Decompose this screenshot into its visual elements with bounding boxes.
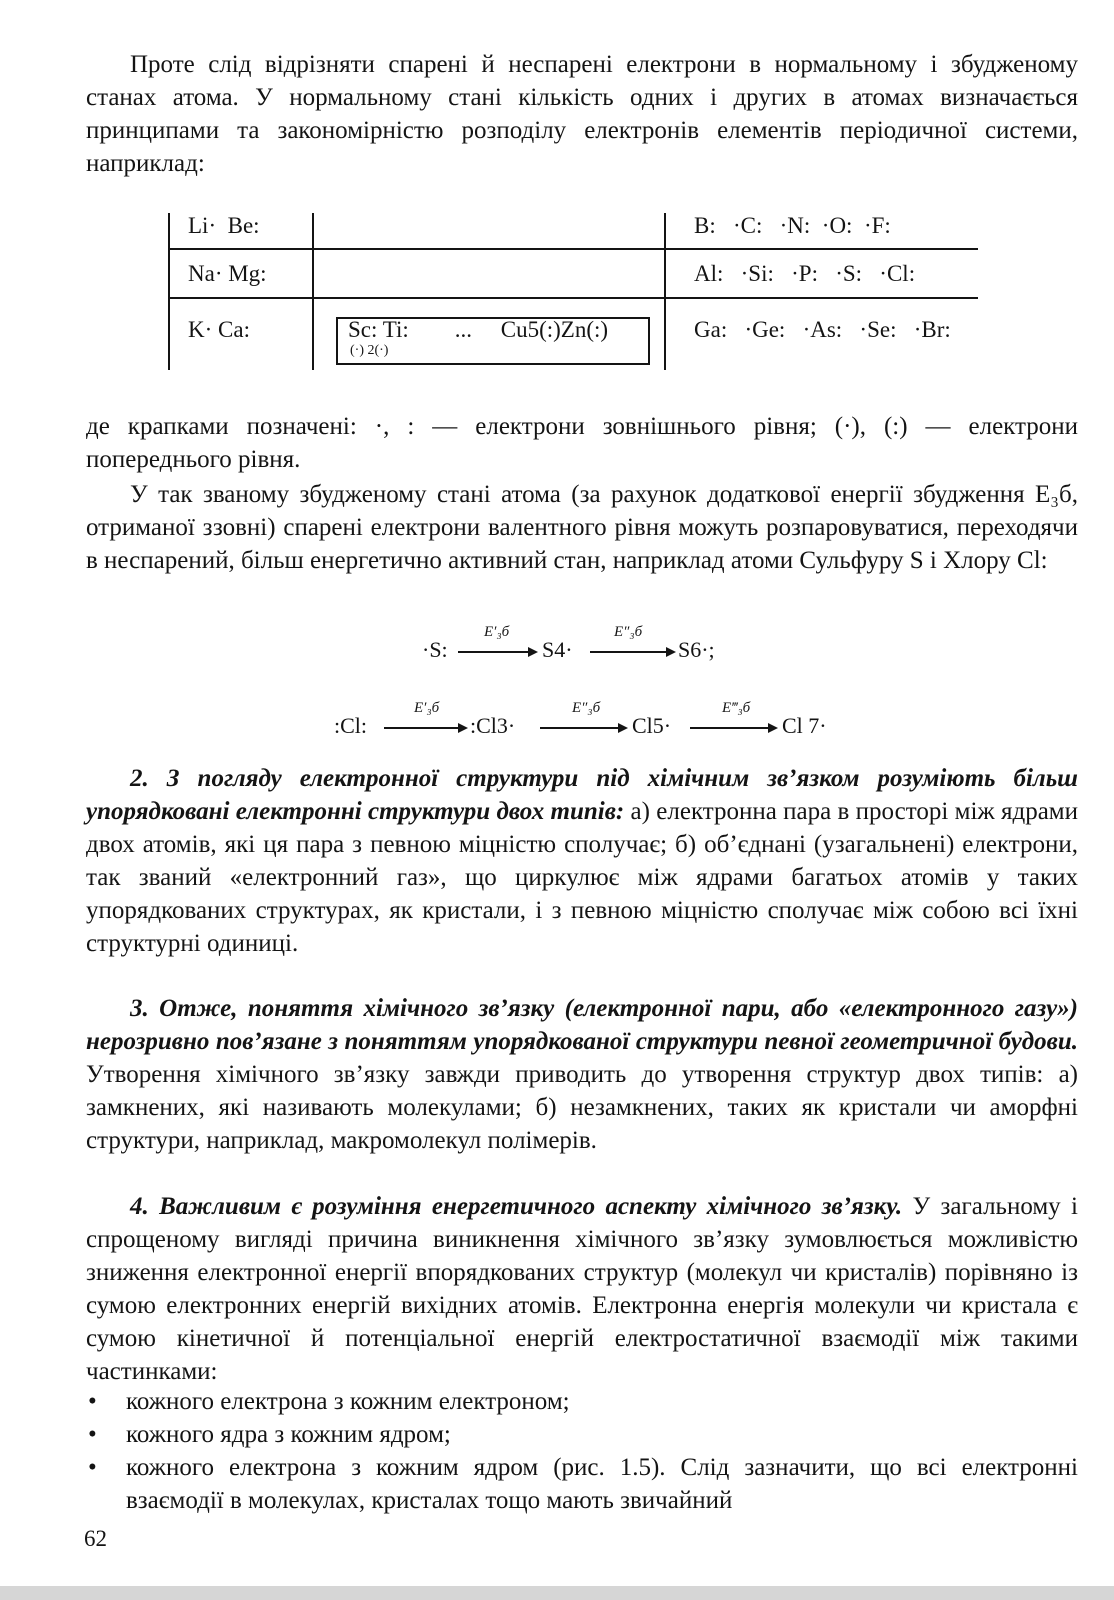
- table-row-line-1: [168, 248, 978, 250]
- page-number: 62: [84, 1526, 107, 1551]
- point-2-heading: 2. З погляду електронної структури під хімічним зв’язком розуміють більш упорядковані електронні структури двох типів:: [86, 765, 1078, 825]
- eq-s-mid: S4·: [542, 637, 573, 662]
- eq-s-arrow-1: [458, 651, 528, 653]
- table-cell-b-f: B: ·C: ·N: ·O: ·F:: [694, 213, 891, 238]
- point-2-body: а) електронна пара в просторі між ядрами двох атомів, які ця пара з певною міцністю сполучає; б) об’єднані (узагальнені) електрони, так званий «електронний газ», що циркулює між ядрами багатьох атомів у таких упорядкованих структурах, як кристали, і з певною міцністю сполучає між собою всі їхні структурні одиниці.: [86, 798, 1078, 957]
- table-divider-1: [312, 213, 314, 370]
- table-cell-li-be: Li· Be:: [188, 213, 260, 238]
- eq-cl-arrowhead-2: [618, 723, 628, 733]
- list-item: • кожного ядра з кожним ядром;: [86, 1418, 1078, 1451]
- eq-s-start: ·S:: [422, 637, 448, 662]
- eq-cl-start: :Cl:: [334, 713, 368, 738]
- table-cell-na-mg: Na· Mg:: [188, 261, 267, 286]
- eq-s-end: S6·;: [678, 637, 715, 662]
- table-cell-al-cl: Al: ·Si: ·P: ·S: ·Cl:: [694, 261, 916, 286]
- eq-cl-end: Cl 7·: [782, 713, 827, 738]
- eq-s-energy-2: E″₃б: [614, 624, 643, 640]
- table-row-line-2: [168, 297, 978, 299]
- scan-bottom-edge: [0, 1586, 1114, 1600]
- eq-s-arrowhead-2: [666, 647, 676, 657]
- table-cell-k-ca: K· Ca:: [188, 317, 250, 342]
- point-4-heading: 4. Важливим є розуміння енергетичного аспекту хімічного зв’язку.: [130, 1193, 903, 1220]
- list-item: • кожного електрона з кожним ядром (рис. 1.5). Слід зазначити, що всі електронні взаємодії в молекулах, кристалах тощо мають звичайний: [86, 1451, 1078, 1517]
- paragraph-point-4: [86, 1190, 1078, 1388]
- eq-cl-arrow-1: [384, 727, 458, 729]
- interaction-list: [86, 1385, 1078, 1517]
- eq-cl-arrow-3: [690, 727, 768, 729]
- eq-cl-energy-1: E′₃б: [414, 700, 440, 716]
- eq-cl-energy-3: E‴₃б: [722, 700, 751, 716]
- paragraph-intro: Проте слід відрізняти спарені й неспарені електрони в нормальному і збудженому станах атома. У нормальному стані кількість одних і других в атомах визначається принципами та закономірністю розподілу електронів елементів періодичної системи, наприклад:: [86, 51, 1078, 177]
- electron-table: [168, 213, 998, 370]
- paragraph-legend: де крапками позначені: ·, : — електрони зовнішнього рівня; (·), (:) — електрони попереднього рівня.: [86, 413, 1078, 473]
- eq-cl-arrowhead-1: [458, 723, 468, 733]
- table-cell-ga-br: Ga: ·Ge: ·As: ·Se: ·Br:: [694, 317, 951, 342]
- eq-cl-arrowhead-3: [768, 723, 778, 733]
- point-3-heading: 3. Отже, поняття хімічного зв’язку (електронної пари, або «електронного газу») нерозривно пов’язане з поняттям упорядкованої структури певної геометричної будови.: [86, 995, 1078, 1055]
- table-left-border: [168, 213, 170, 370]
- eq-cl-arrow-2: [540, 727, 618, 729]
- list-item: • кожного електрона з кожним електроном;: [86, 1385, 1078, 1418]
- eq-cl-mid-1: :Cl3·: [470, 713, 516, 738]
- point-3-body: Утворення хімічного зв’язку завжди приводить до утворення структур двох типів: а) замкнених, які називають молекулами; б) незамкнених, таких як кристали чи аморфні структури, наприклад, макромолекул полімерів.: [86, 1061, 1078, 1154]
- eq-cl-mid-2: Cl5·: [632, 713, 672, 738]
- table-cell-sc-zn: Sc: Ti: ... Cu5(:)Zn(:): [348, 317, 609, 342]
- eq-cl-energy-2: E″₃б: [572, 700, 601, 716]
- paragraph-point-3: [86, 992, 1078, 1157]
- table-cell-sc-sub: (·) 2(·): [350, 343, 389, 358]
- eq-s-arrow-2: [590, 651, 666, 653]
- eq-s-energy-1: E′₃б: [484, 624, 510, 640]
- paragraph-excited-state: У так званому збудженому стані атома (за рахунок додаткової енергії збудження E₃б, отриманої ззовні) спарені електрони валентного рівня можуть розпаровуватися, переходячи в неспарений, більш енергетично активний стан, наприклад атоми Сульфуру S і Хлору Cl:: [86, 481, 1078, 574]
- paragraph-point-2: [86, 762, 1078, 960]
- eq-s-arrowhead-1: [528, 647, 538, 657]
- point-4-body: У загальному і спрощеному вигляді причина виникнення хімічного зв’язку зумовлюється можливістю зниження електронної енергії впорядкованих структур (молекул чи кристалів) порівняно із сумою електронних енергій вихідних атомів. Електронна енергія молекули чи кристала є сумою кінетичної й потенціальної енергій електростатичної взаємодії між такими частинками:: [86, 1193, 1078, 1385]
- table-divider-2: [664, 213, 666, 370]
